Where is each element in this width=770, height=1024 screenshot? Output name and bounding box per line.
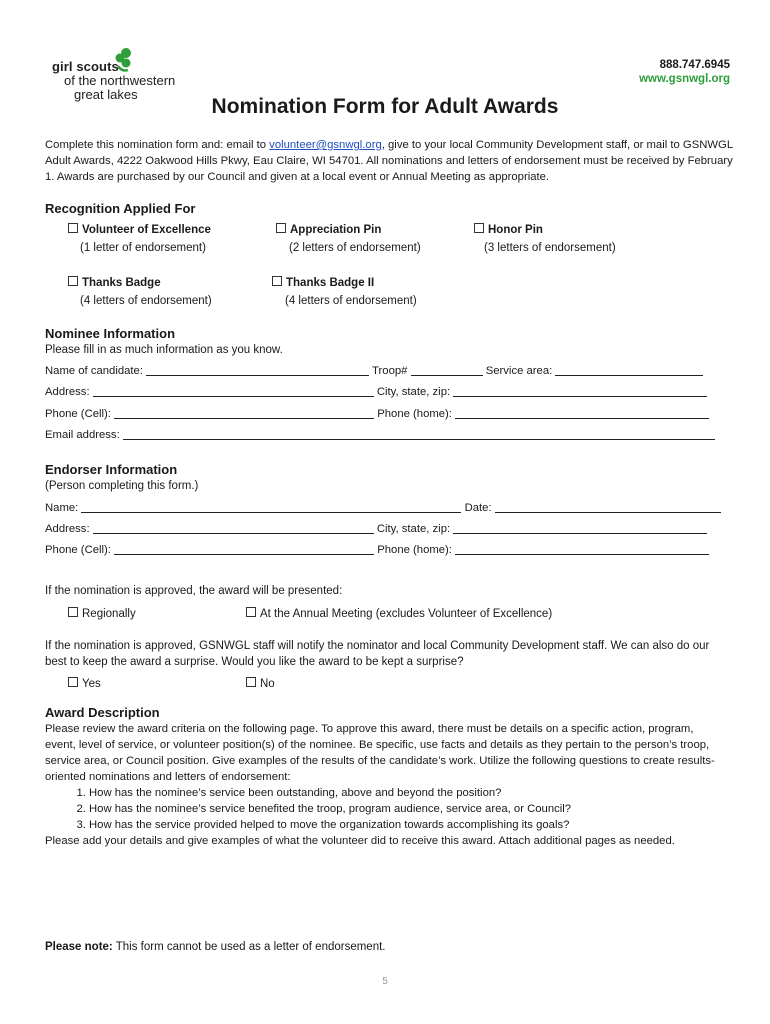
checkbox-icon[interactable] bbox=[68, 607, 78, 617]
option-regionally[interactable] bbox=[68, 607, 136, 620]
checkbox-icon[interactable] bbox=[68, 677, 78, 687]
endorser-phone-home-label: Phone (home): bbox=[377, 544, 452, 556]
email-address-field[interactable] bbox=[123, 439, 715, 440]
logo-line-2: of the northwestern bbox=[64, 73, 176, 88]
option-note: (4 letters of endorsement) bbox=[285, 295, 417, 307]
presentation-question: If the nomination is approved, the award will be presented: bbox=[45, 585, 343, 597]
option-note: (1 letter of endorsement) bbox=[80, 242, 206, 254]
option-label: Appreciation Pin bbox=[290, 224, 382, 236]
service-area-label: Service area: bbox=[485, 365, 553, 377]
option-thanks-badge-ii[interactable] bbox=[272, 276, 374, 289]
option-yes[interactable] bbox=[68, 677, 101, 690]
option-label: At the Annual Meeting (excludes Volunteer of Excellence) bbox=[260, 608, 553, 620]
phone-home-field[interactable] bbox=[455, 418, 709, 419]
city-state-zip-field[interactable] bbox=[453, 396, 707, 397]
page-number: 5 bbox=[382, 976, 388, 987]
checkbox-icon[interactable] bbox=[68, 276, 78, 286]
award-description-closing: Please add your details and give examples of what the volunteer did to receive this award. Attach additional pages as needed. bbox=[45, 835, 675, 847]
intro-text-after: , give to your local Community Development staff, or mail to GSNWGL Adult Awards, 4222 Oakwood Hills Pkwy, Eau Claire, WI 54701. All nominations and letters of endorsement must be received by February 1. Awards are purchased by our Council and given at a local event or Annual Meeting as appropriate. bbox=[45, 139, 733, 183]
nominee-phone-row bbox=[45, 408, 720, 420]
troop-label: Troop# bbox=[372, 365, 408, 377]
phone-cell-label: Phone (Cell): bbox=[45, 408, 111, 420]
question-item: 2. How has the nominee’s service benefited the troop, program audience, service area, or Council? bbox=[89, 801, 725, 817]
intro-text-before: Complete this nomination form and: email to bbox=[45, 139, 270, 151]
nominee-name-row bbox=[45, 365, 720, 377]
option-label: No bbox=[260, 678, 275, 690]
note-line bbox=[45, 941, 386, 953]
date-field[interactable] bbox=[495, 512, 721, 513]
endorser-name-row bbox=[45, 502, 720, 514]
award-description-intro: Please review the award criteria on the following page. To approve this award, there must be details on a specific action, program, event, level of service, or volunteer position(s) of the nominee. Be specific, use facts and details as they pertain to the person’s troop, service area, or Council position. Give examples of the results of the candidate’s work. Utilize the following questions to create results-oriented nominations and letters of endorsement: bbox=[45, 723, 715, 783]
note-text: This form cannot be used as a letter of endorsement. bbox=[112, 941, 386, 953]
endorser-address-row bbox=[45, 523, 720, 535]
contact-info bbox=[639, 58, 730, 86]
option-honor-pin[interactable] bbox=[474, 223, 543, 236]
question-item: 1. How has the nominee’s service been outstanding, above and beyond the position? bbox=[89, 785, 725, 801]
date-label: Date: bbox=[464, 502, 492, 514]
checkbox-icon[interactable] bbox=[474, 223, 484, 233]
endorser-phone-home-field[interactable] bbox=[455, 554, 709, 555]
checkbox-icon[interactable] bbox=[68, 223, 78, 233]
candidate-name-field[interactable] bbox=[146, 375, 369, 376]
option-label: Thanks Badge II bbox=[286, 277, 375, 289]
option-thanks-badge[interactable] bbox=[68, 276, 161, 289]
contact-website-link[interactable]: www.gsnwgl.org bbox=[639, 73, 730, 85]
checkbox-icon[interactable] bbox=[246, 607, 256, 617]
endorser-address-label: Address: bbox=[45, 523, 90, 535]
endorser-city-field[interactable] bbox=[453, 533, 707, 534]
option-annual-meeting[interactable] bbox=[246, 607, 552, 620]
endorser-name-field[interactable] bbox=[81, 512, 461, 513]
endorser-city-label: City, state, zip: bbox=[376, 523, 451, 535]
recognition-heading: Recognition Applied For bbox=[45, 201, 196, 216]
email-address-label: Email address: bbox=[45, 429, 120, 441]
contact-phone: 888.747.6945 bbox=[659, 59, 730, 71]
service-area-field[interactable] bbox=[555, 375, 703, 376]
nominee-address-row bbox=[45, 386, 720, 398]
option-label: Thanks Badge bbox=[82, 277, 161, 289]
logo-line-1: girl scouts bbox=[52, 59, 119, 74]
city-state-zip-label: City, state, zip: bbox=[376, 386, 451, 398]
endorser-phone-row bbox=[45, 544, 720, 556]
page-title: Nomination Form for Adult Awards bbox=[211, 95, 559, 118]
phone-home-label: Phone (home): bbox=[377, 408, 452, 420]
option-no[interactable] bbox=[246, 677, 275, 690]
endorser-subheading: (Person completing this form.) bbox=[45, 480, 199, 492]
troop-field[interactable] bbox=[411, 375, 483, 376]
note-label: Please note: bbox=[45, 941, 113, 953]
logo-line-3: great lakes bbox=[74, 87, 138, 102]
option-note: (4 letters of endorsement) bbox=[80, 295, 212, 307]
email-link[interactable]: volunteer@gsnwgl.org bbox=[269, 139, 382, 151]
surprise-question: If the nomination is approved, GSNWGL staff will notify the nominator and local Community Development staff. We can also do our best to keep the award a surprise. Would you like the award to be kept a surprise? bbox=[45, 640, 710, 668]
award-description-heading: Award Description bbox=[45, 705, 160, 720]
endorser-name-label: Name: bbox=[45, 502, 79, 514]
address-label: Address: bbox=[45, 386, 90, 398]
endorser-phone-cell-label: Phone (Cell): bbox=[45, 544, 111, 556]
option-volunteer-of-excellence[interactable] bbox=[68, 223, 211, 236]
nominee-subheading: Please fill in as much information as you know. bbox=[45, 344, 283, 356]
checkbox-icon[interactable] bbox=[272, 276, 282, 286]
phone-cell-field[interactable] bbox=[114, 418, 374, 419]
question-list bbox=[45, 785, 725, 833]
checkbox-icon[interactable] bbox=[276, 223, 286, 233]
address-field[interactable] bbox=[93, 396, 374, 397]
option-label: Honor Pin bbox=[488, 224, 543, 236]
question-item: 3. How has the service provided helped to move the organization towards accomplishing its goals? bbox=[89, 817, 725, 833]
candidate-name-label: Name of candidate: bbox=[45, 365, 143, 377]
nominee-heading: Nominee Information bbox=[45, 326, 176, 341]
endorser-address-field[interactable] bbox=[93, 533, 374, 534]
option-appreciation-pin[interactable] bbox=[276, 223, 381, 236]
endorser-phone-cell-field[interactable] bbox=[114, 554, 374, 555]
option-note: (3 letters of endorsement) bbox=[484, 242, 616, 254]
intro-paragraph bbox=[45, 137, 735, 185]
award-description-body bbox=[45, 721, 725, 849]
option-label: Regionally bbox=[82, 608, 136, 620]
nominee-email-row bbox=[45, 429, 720, 441]
option-note: (2 letters of endorsement) bbox=[289, 242, 421, 254]
option-label: Yes bbox=[82, 678, 101, 690]
endorser-heading: Endorser Information bbox=[45, 462, 178, 477]
option-label: Volunteer of Excellence bbox=[82, 224, 211, 236]
checkbox-icon[interactable] bbox=[246, 677, 256, 687]
